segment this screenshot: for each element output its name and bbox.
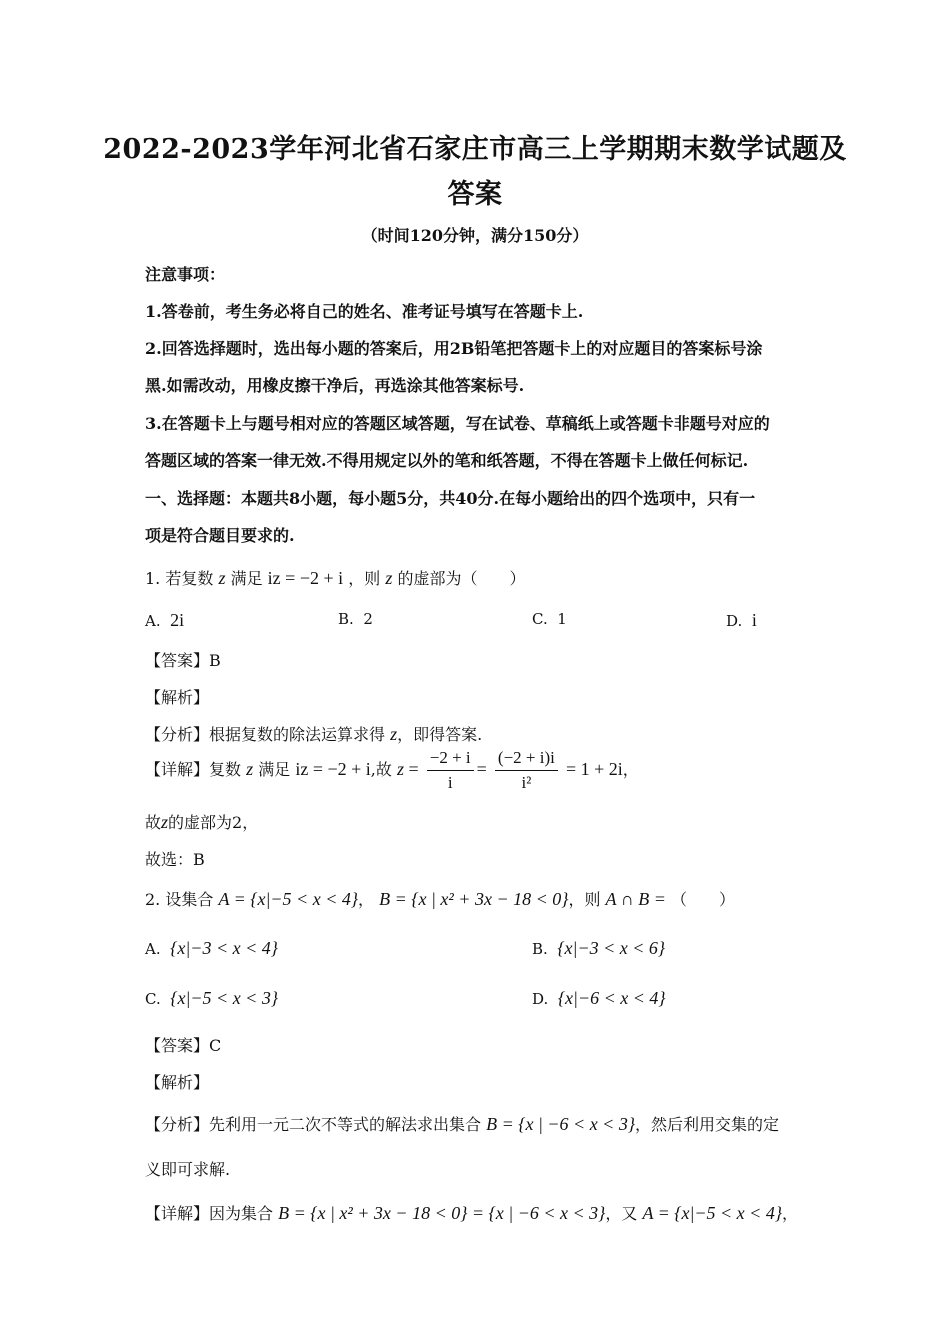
q1-var: z <box>218 568 226 588</box>
q1-tail: 的虚部为（ ） <box>397 569 526 588</box>
q1-option-a-value: 2i <box>170 610 185 630</box>
q1-fraction-2 <box>495 746 558 795</box>
q2-option-d <box>532 988 666 1009</box>
q2-option-a-label: A. <box>145 940 161 958</box>
q1-prefix: 1. 若复数 <box>145 569 214 588</box>
q1-fraction-1 <box>427 746 474 795</box>
q1-equation: iz = −2 + i <box>267 568 344 588</box>
q1-detail-a: 复数 <box>209 760 242 779</box>
q2-analysis-tag: 【解析】 <box>145 1073 210 1092</box>
q1-detail-result: = 1 + 2i <box>565 759 623 779</box>
notice-2b: 黑.如需改动，用橡皮擦干净后，再选涂其他答案标号. <box>145 376 525 395</box>
q2-option-d-value: {x|−6 < x < 4} <box>557 988 666 1008</box>
q2-option-c <box>145 988 278 1009</box>
q1-fenxi-text: 根据复数的除法运算求得 <box>209 725 386 744</box>
q1-option-a <box>145 610 184 631</box>
q2-detail-b: ，又 <box>605 1204 638 1223</box>
q2-detail-set-a: A = {x|−5 < x < 4} <box>642 1203 783 1223</box>
q2-detail-c: ， <box>782 1204 799 1223</box>
q2-option-b <box>532 938 665 959</box>
q1-stem <box>145 566 525 589</box>
q1-option-d-value: i <box>751 610 757 630</box>
q2-fenxi-a: 先利用一元二次不等式的解法求出集合 <box>209 1115 482 1134</box>
q2-detail-tag: 【详解】 <box>145 1204 210 1223</box>
q1-option-b-value: 2 <box>363 610 373 628</box>
q2-detail-eq: B = {x | x² + 3x − 18 < 0} = {x | −6 < x < 3} <box>278 1203 606 1223</box>
q1-mid: 满足 <box>230 569 263 588</box>
q2-option-c-value: {x|−5 < x < 3} <box>170 988 279 1008</box>
q2-set-b: B = {x | x² + 3x − 18 < 0} <box>379 889 569 909</box>
doc-subtitle: （时间120分钟，满分150分） <box>361 226 589 245</box>
q2-fenxi-set: B = {x | −6 < x < 3} <box>486 1114 636 1134</box>
q1-answer <box>145 648 221 671</box>
notice-3b: 答题区域的答案一律无效.不得用规定以外的笔和纸答题，不得在答题卡上做任何标记. <box>145 451 749 470</box>
q2-option-b-value: {x|−3 < x < 6} <box>557 938 666 958</box>
q1-option-d <box>726 610 757 631</box>
q2-option-d-label: D. <box>532 990 549 1008</box>
q1-detail-tag: 【详解】 <box>145 760 210 779</box>
q1-detail-eq: iz = −2 + i <box>295 759 371 779</box>
q1-answer-tag: 【答案】 <box>145 651 210 670</box>
q1-fraction-1-num: −2 + i <box>427 746 474 771</box>
q1-detail-var: z <box>246 759 254 779</box>
doc-title-line2: 答案 <box>447 179 503 210</box>
q1-conclusion <box>145 810 258 833</box>
q2-option-a-value: {x|−3 < x < 4} <box>170 938 278 958</box>
q2-detail-a: 因为集合 <box>209 1204 274 1223</box>
q2-intersection: A ∩ B = <box>605 889 666 909</box>
q1-option-d-label: D. <box>726 612 743 630</box>
q1-fraction-1-den: i <box>447 773 453 792</box>
q2-answer-tag: 【答案】 <box>145 1036 210 1055</box>
notice-1: 1.答卷前，考生务必将自己的姓名、准考证号填写在答题卡上. <box>145 302 584 321</box>
q2-fenxi <box>145 1112 779 1135</box>
q1-fenxi <box>145 722 482 745</box>
q1-option-c-label: C. <box>532 610 548 628</box>
q1-choose: 故选：B <box>145 850 205 869</box>
q2-fenxi-b: ，然后利用交集的定 <box>635 1115 780 1134</box>
q2-prefix: 2. 设集合 <box>145 890 214 909</box>
q1-detail-b: 满足 <box>258 760 291 779</box>
q1-analysis-tag: 【解析】 <box>145 688 210 707</box>
section-heading-b: 项是符合题目要求的. <box>145 526 295 545</box>
q1-detail-var-2: z <box>396 759 404 779</box>
q2-set-a: A = {x|−5 < x < 4} <box>218 889 359 909</box>
q2-answer-value: C <box>209 1036 222 1055</box>
q1-option-a-label: A. <box>145 612 161 630</box>
q1-option-c-value: 1 <box>557 610 567 628</box>
q1-option-b-label: B. <box>338 610 354 628</box>
q1-conclusion-var: z <box>161 812 169 832</box>
q2-answer <box>145 1033 221 1056</box>
q2-stem: 2. 设集合 A = {x|−5 < x < 4}， B = {x | x² + 3x − 18 < 0}，则 A ∩ B = （ ） <box>145 889 735 909</box>
q2-tail: ，则 <box>568 890 601 909</box>
q1-conclusion-a: 故 <box>145 813 162 832</box>
q1-option-c <box>532 610 567 628</box>
q2-fenxi-line2: 义即可求解. <box>145 1160 231 1179</box>
q2-detail <box>145 1201 798 1224</box>
q1-option-b <box>338 610 373 628</box>
notice-2a: 2.回答选择题时，选出每小题的答案后，用2B铅笔把答题卡上的对应题目的答案标号涂 <box>145 339 763 358</box>
q1-fraction-2-num: (−2 + i)i <box>495 746 558 771</box>
notice-heading: 注意事项： <box>145 265 226 284</box>
doc-title-line1: 2022-2023学年河北省石家庄市高三上学期期末数学试题及 <box>103 134 847 165</box>
q2-paren: （ ） <box>670 890 735 909</box>
q2-option-b-label: B. <box>532 940 548 958</box>
q1-detail: 【详解】复数 z 满足 iz = −2 + i,故 z = $\frac{-2 + i}{i}$ = $\frac{(-2 + i)i}{\text{i²}}$ = 1 + 2i， <box>145 746 639 795</box>
q1-answer-value: B <box>209 651 221 670</box>
q2-option-a <box>145 938 278 959</box>
q1-suffix: ，则 <box>348 569 381 588</box>
q1-var-2: z <box>385 568 393 588</box>
q1-fenxi-tag: 【分析】 <box>145 725 210 744</box>
q1-fraction-2-den: i² <box>521 773 532 792</box>
q1-detail-c: ,故 <box>370 760 392 779</box>
notice-3a: 3.在答题卡上与题号相对应的答题区域答题，写在试卷、草稿纸上或答题卡非题号对应的 <box>145 414 770 433</box>
q2-option-c-label: C. <box>145 990 161 1008</box>
q1-fenxi-tail: ，即得答案. <box>397 725 483 744</box>
q1-conclusion-b: 的虚部为2， <box>168 813 259 832</box>
q1-fenxi-var: z <box>390 724 398 744</box>
section-heading-a: 一、选择题：本题共8小题，每小题5分，共40分.在每小题给出的四个选项中，只有一 <box>145 489 756 508</box>
q2-fenxi-tag: 【分析】 <box>145 1115 210 1134</box>
